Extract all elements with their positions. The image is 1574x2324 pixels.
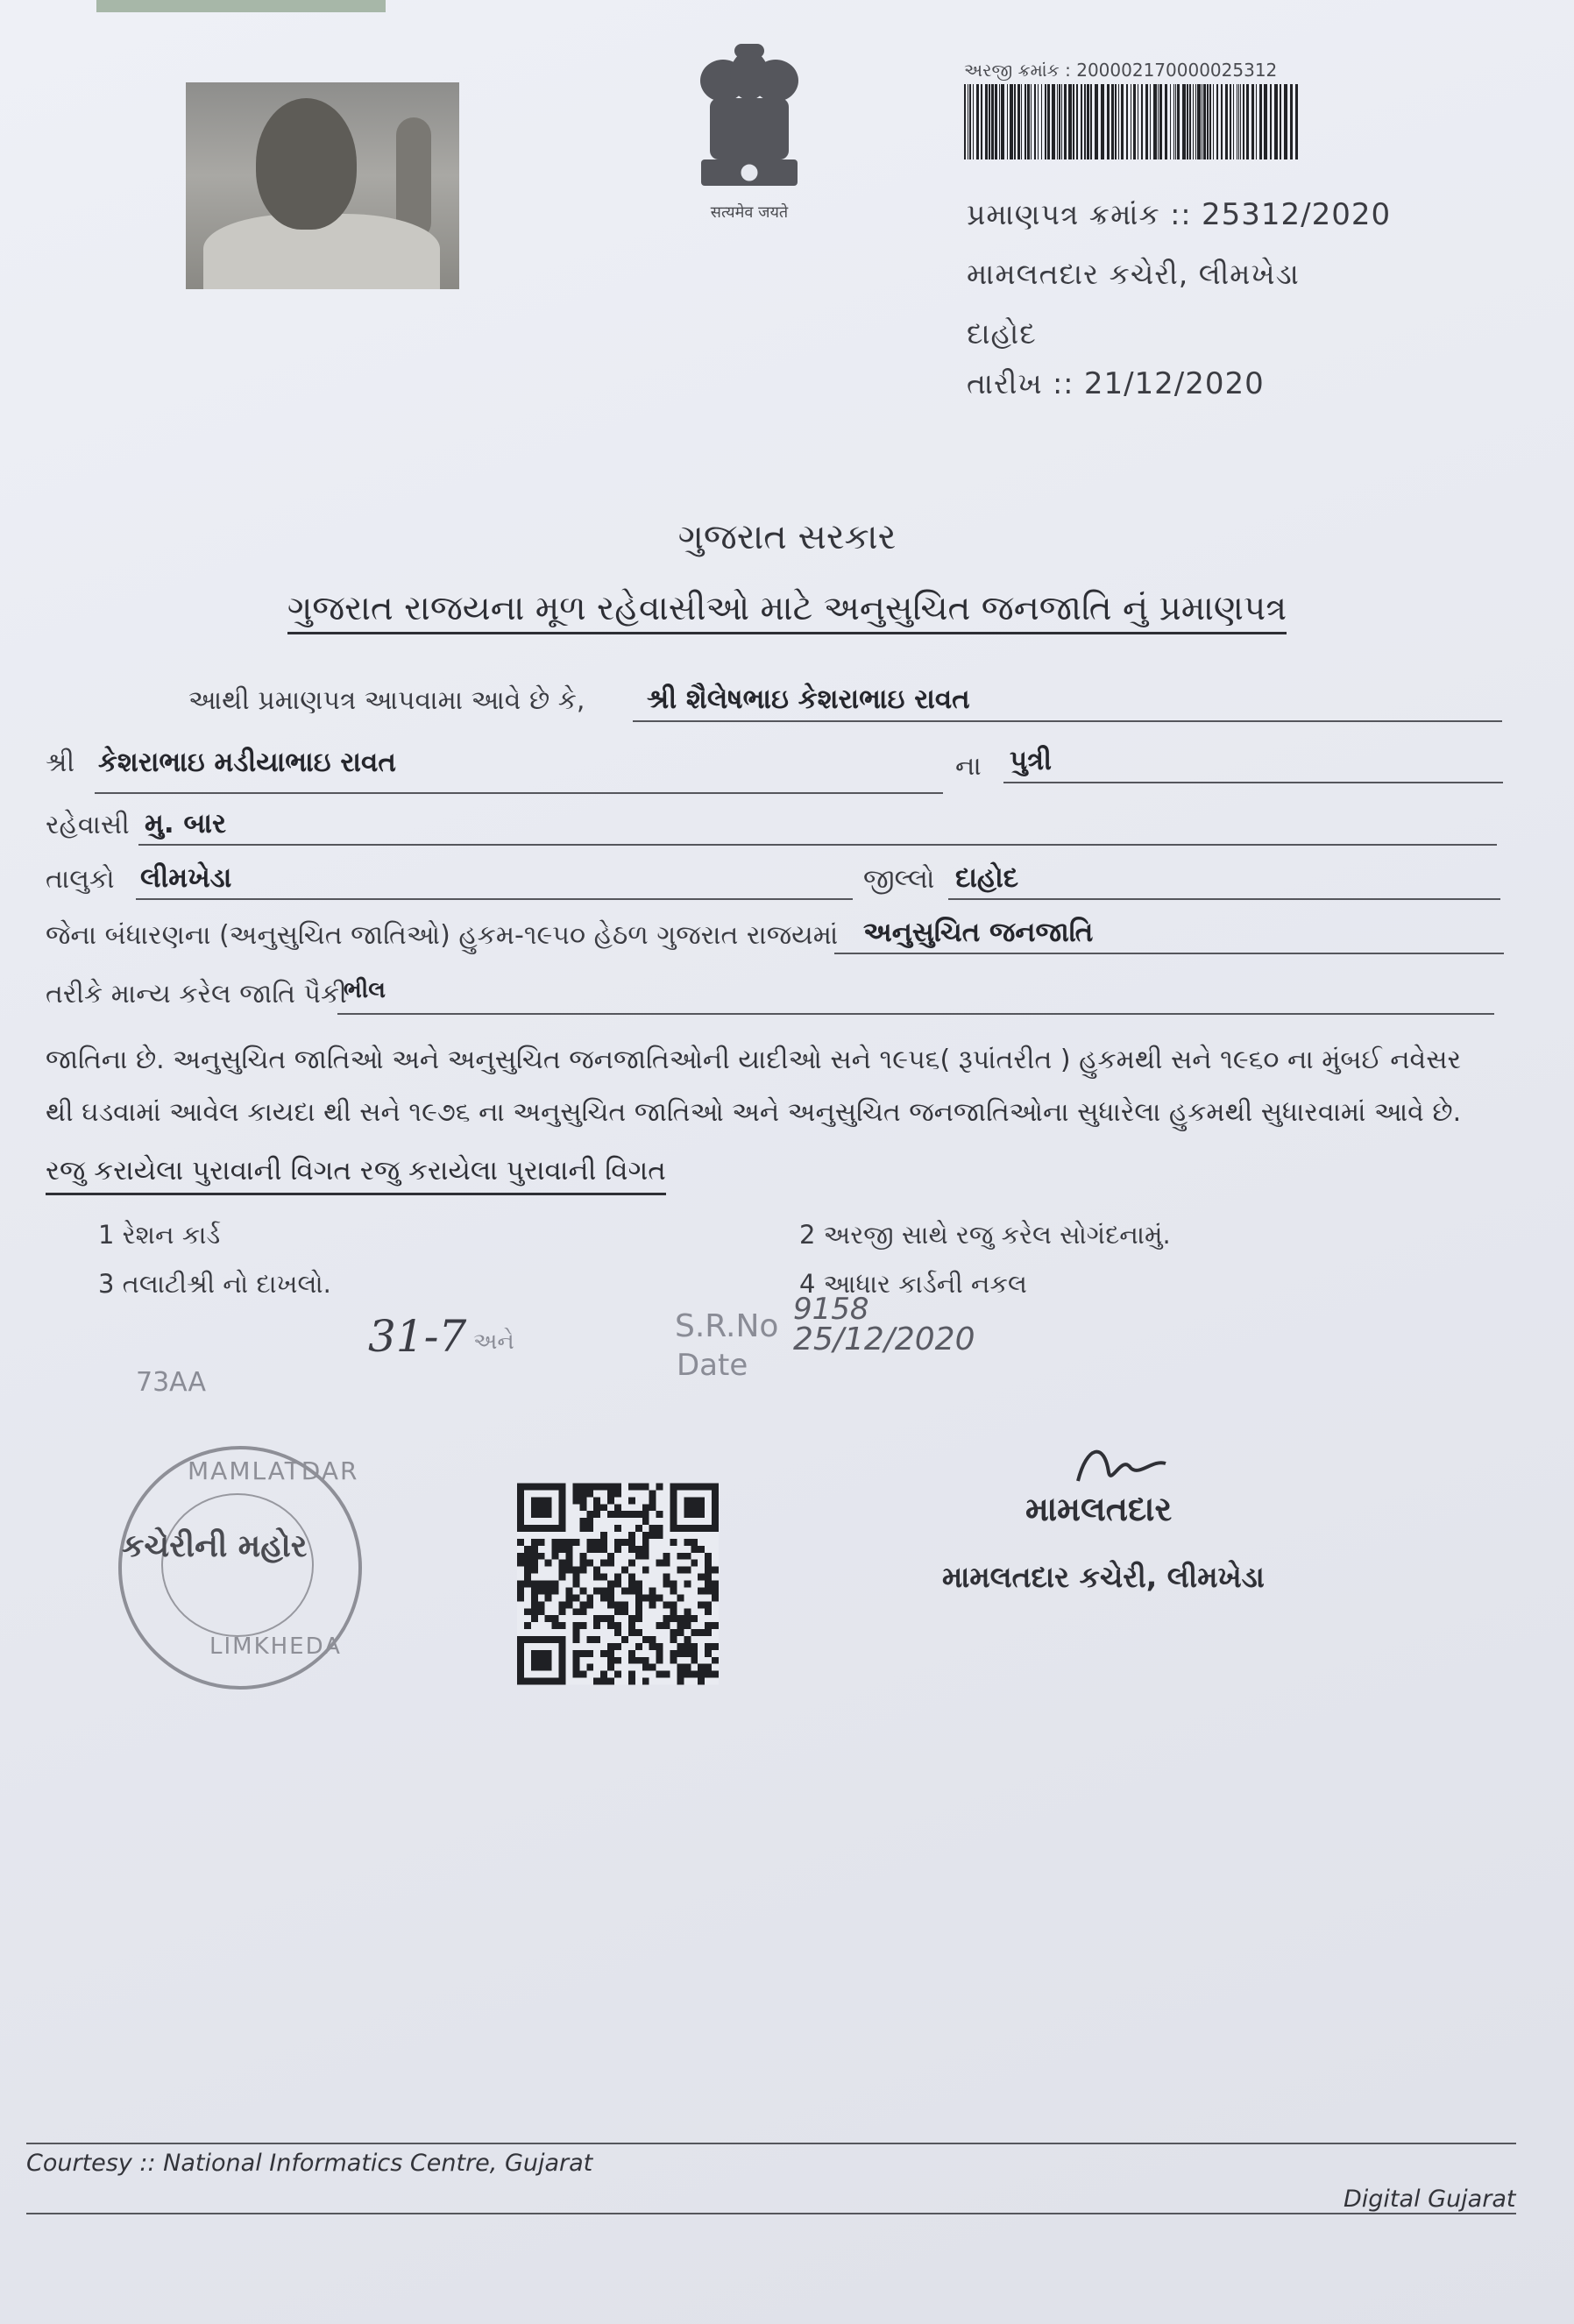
taluka-label: તાલુકો [46, 864, 115, 895]
legal-paragraph-line-2: થી ઘડવામાં આવેલ કાયદા થી સને ૧૯૭૬ ના અનુસુચિત જાતિઓ અને અનુસુચિત જનજાતિઓના સુધારેલા હુકમથી સુધારવામાં આવે છે. [46, 1097, 1462, 1128]
issue-date-row [967, 366, 1265, 401]
father-prefix: શ્રી [46, 748, 75, 778]
order-label: જેના બંધારણના (અનુસુચિત જાતિઓ) હુકમ-૧૯૫૦ હેઠળ ગુજરાત રાજયમાં [46, 920, 839, 951]
application-number: અરજી ક્રમાંક : 200002170000025312 [964, 60, 1278, 81]
document-item: 4 આધાર કાર્ડની નકલ [799, 1269, 1027, 1299]
relation-label: ના [955, 751, 982, 782]
sr-no-label: S.R.No [675, 1308, 779, 1344]
footer-courtesy: Courtesy :: National Informatics Centre, Gujarat [26, 2150, 593, 2177]
certificate-title [0, 589, 1574, 628]
document-item: 3 તલાટીશ્રી નો દાખલો. [98, 1269, 331, 1299]
father-name: કેશરાભાઇ મડીયાભાઇ રાવત [98, 747, 396, 778]
taluka-value: લીમખેડા [140, 862, 232, 894]
relation-value: પુત્રી [1010, 745, 1053, 776]
received-date: 25/12/2020 [793, 1321, 975, 1357]
category-value: અનુસુચિત જનજાતિ [863, 917, 1094, 948]
documents-heading: રજુ કરાયેલા પુરાવાની વિગત રજુ કરાયેલા પુરાવાની વિગત [46, 1155, 666, 1195]
emblem-motto: सत्यमेव जयते [710, 203, 789, 222]
issue-date-label: તારીખ :: [967, 366, 1074, 400]
certificate-number: 25312/2020 [1201, 197, 1392, 232]
seal-top-text: MAMLATDAR [188, 1456, 359, 1485]
qr-code [517, 1481, 719, 1687]
district-label: જીલ્લો [863, 864, 935, 895]
caste-value: ભીલ [344, 977, 386, 1003]
government-title: ગુજરાત સરકાર [677, 517, 897, 557]
sr-no-value: 9158 [793, 1292, 869, 1327]
reference-prefix: 73AA [136, 1367, 207, 1398]
document-item: 1 રેશન કાર્ડ [98, 1220, 221, 1250]
national-emblem-icon [684, 35, 815, 228]
office-seal [118, 1446, 362, 1690]
signatory-title: મામલતદાર [1025, 1490, 1173, 1528]
and-word: અને [473, 1329, 514, 1355]
document-item: 2 અરજી સાથે રજુ કરેલ સોગંદનામું. [799, 1220, 1171, 1250]
signatory-office: મામલતદાર કચેરી, લીમખેડા [942, 1560, 1265, 1594]
footer-brand: Digital Gujarat [1344, 2186, 1516, 2213]
holder-name: શ્રી શૈલેષભાઇ કેશરાભાઇ રાવત [647, 684, 970, 715]
certificate-title-text: ગુજરાત રાજયના મૂળ રહેવાસીઓ માટે અનુસુચિત જનજાતિ નું પ્રમાણપત્ર [287, 589, 1287, 634]
seal-center-text: કચેરીની મહોર [122, 1528, 308, 1564]
issuing-district: દાહોદ [967, 316, 1037, 351]
issue-date: 21/12/2020 [1083, 366, 1265, 401]
certificate-number-row [967, 197, 1391, 232]
signature [1069, 1437, 1174, 1490]
resident-value: મુ. બાર [145, 808, 226, 840]
legal-paragraph-line-1: જાતિના છે. અનુસુચિત જાતિઓ અને અનુસુચિત જનજાતિઓની યાદીઓ સને ૧૯૫૬( રૂપાંતરીત ) હુકમથી સને ૧૯૬૦ ના મુંબઈ નવેસર [46, 1045, 1462, 1075]
received-date-label: Date [677, 1348, 748, 1383]
resident-label: રહેવાસી [46, 810, 130, 840]
barcode [964, 84, 1301, 159]
caste-label: તરીકે માન્ય કરેલ જાતિ પૈકી [46, 979, 347, 1010]
certificate-number-label: પ્રમાણપત્ર ક્રમાંક :: [967, 197, 1192, 231]
district-value: દાહોદ [955, 862, 1019, 894]
top-edge-strip [96, 0, 386, 12]
seal-bottom-text: LIMKHEDA [209, 1633, 342, 1660]
intro-label: આથી પ્રમાણપત્ર આપવામા આવે છે કે, [188, 685, 585, 716]
issuing-office: મામલતદાર કચેરી, લીમખેડા [967, 257, 1300, 291]
applicant-photo [186, 82, 459, 289]
handwritten-number: 31-7 [368, 1311, 467, 1362]
